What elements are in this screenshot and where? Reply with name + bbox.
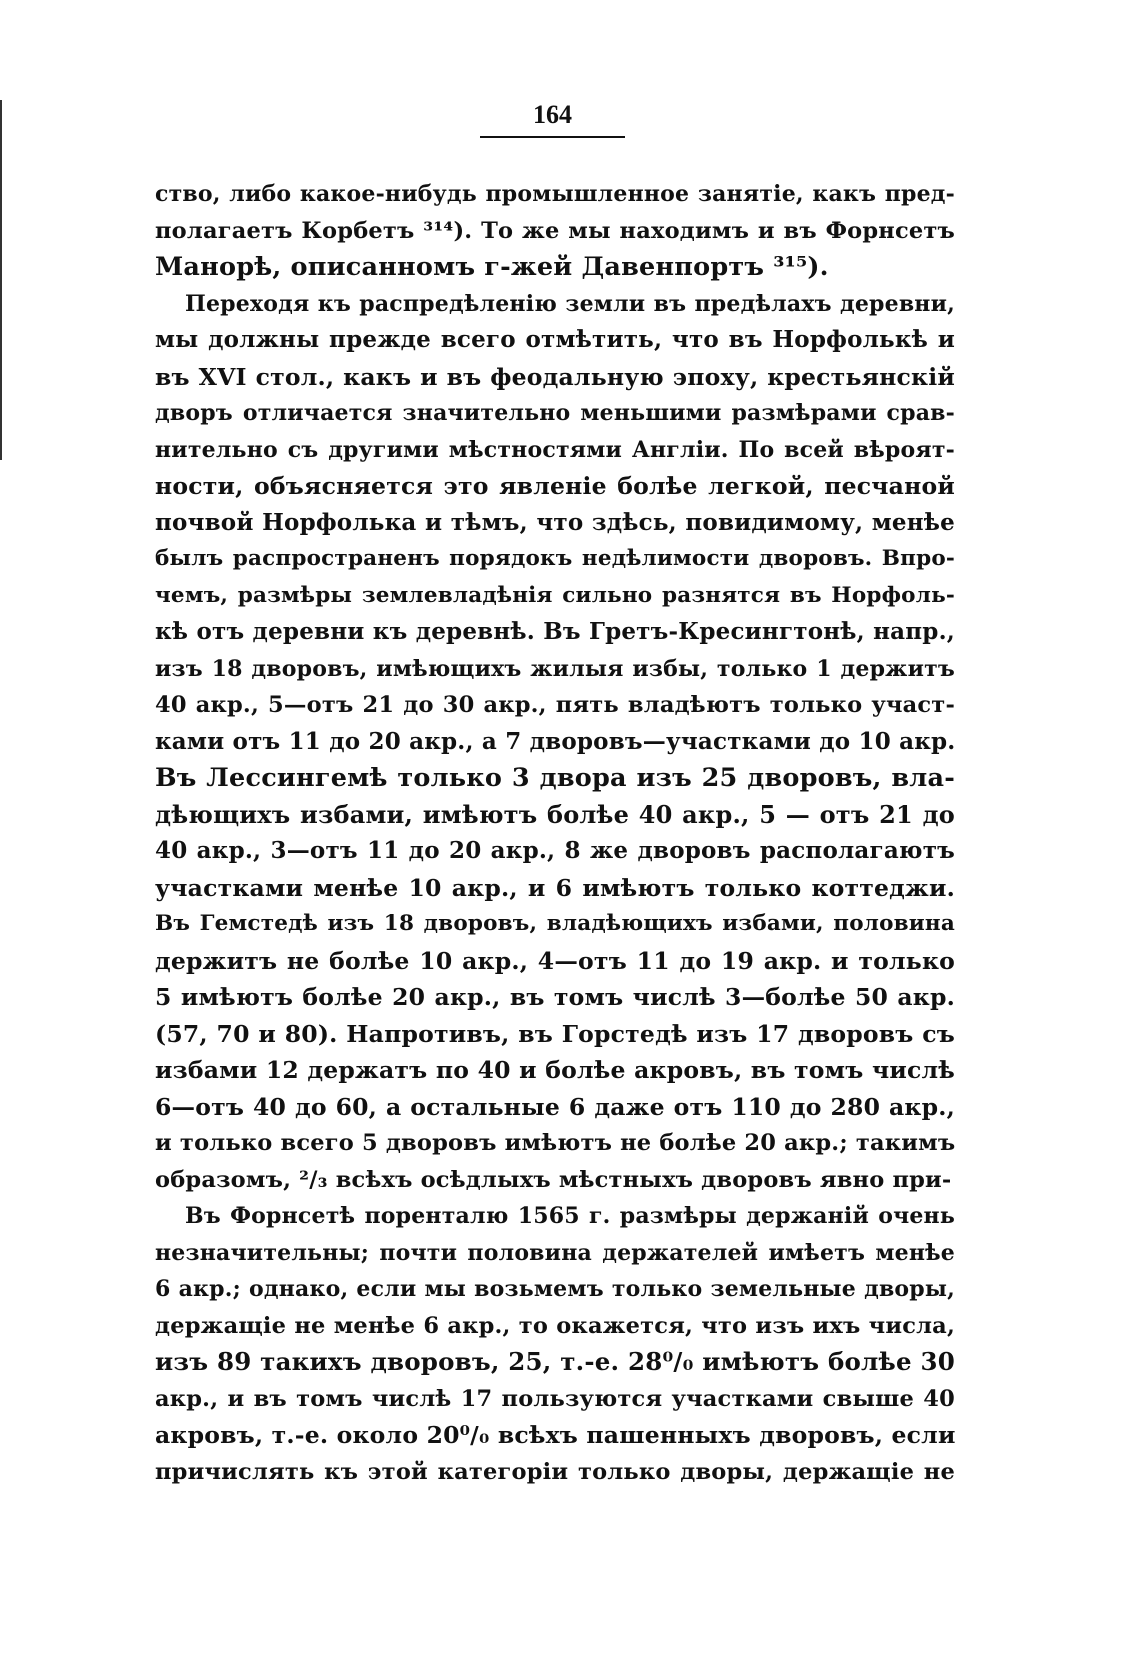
text-line: ности, объясняется это явленіе болѣе легкой, песчаной: [155, 472, 955, 500]
text-line: причислять къ этой категоріи только дворы, держащіе не: [155, 1458, 955, 1485]
text-line: кѣ отъ деревни къ деревнѣ. Въ Гретъ-Кресингтонѣ, напр.,: [155, 618, 955, 645]
paragraph-2: [155, 286, 955, 1199]
text-line: дворъ отличается значительно меньшими размѣрами срав-: [155, 400, 955, 426]
paragraph-3: [155, 1198, 955, 1490]
text-line: незначительны; почти половина держателей имѣетъ менѣе: [155, 1239, 955, 1266]
body-text: [155, 176, 955, 1490]
page-number: 164: [533, 100, 572, 129]
text-line: 40 акр., 3—отъ 11 до 20 акр., 8 же дворовъ располагаютъ: [155, 837, 955, 864]
text-line: Въ Гемстедѣ изъ 18 дворовъ, владѣющихъ избами, половина: [155, 911, 955, 936]
text-line: Въ Лессингемѣ только 3 двора изъ 25 дворовъ, вла-: [155, 763, 955, 793]
text-line: въ XVI стол., какъ и въ феодальную эпоху, крестьянскій: [155, 362, 955, 391]
text-line: почвой Норфолька и тѣмъ, что здѣсь, повидимому, менѣе: [155, 508, 955, 536]
text-line: акр., и въ томъ числѣ 17 пользуются участками свыше 40: [155, 1385, 955, 1412]
text-line: 6—отъ 40 до 60, а остальные 6 даже отъ 110 до 280 акр.,: [155, 1092, 955, 1121]
text-line: ками отъ 11 до 20 акр., а 7 дворовъ—участками до 10 акр.: [155, 727, 956, 755]
text-line: участками менѣе 10 акр., и 6 имѣютъ только коттеджи.: [155, 873, 955, 902]
text-line: Переходя къ распредѣленію земли въ предѣлахъ деревни,: [185, 290, 955, 317]
text-line: дѣющихъ избами, имѣютъ болѣе 40 акр., 5 — отъ 21 до: [155, 799, 955, 829]
text-line: акровъ, т.-е. около 20⁰/₀ всѣхъ пашенныхъ дворовъ, если: [155, 1421, 956, 1449]
text-line: избами 12 держатъ по 40 и болѣе акровъ, въ томъ числѣ: [155, 1056, 955, 1084]
text-line: мы должны прежде всего отмѣтить, что въ Норфолькѣ и: [155, 326, 955, 353]
text-line: полагаетъ Корбетъ ³¹⁴). То же мы находимъ и въ Форнсетъ: [155, 217, 955, 244]
paragraph-1: [155, 176, 955, 286]
text-line: былъ распространенъ порядокъ недѣлимости дворовъ. Впро-: [155, 546, 955, 571]
text-line: держитъ не болѣе 10 акр., 4—отъ 11 до 19 акр. и только: [155, 946, 955, 975]
text-line: держащіе не менѣе 6 акр., то окажется, что изъ ихъ числа,: [155, 1312, 955, 1339]
text-line: 40 акр., 5—отъ 21 до 30 акр., пять владѣютъ только участ-: [155, 692, 955, 718]
text-line: нительно съ другими мѣстностями Англіи. По всей вѣроят-: [155, 436, 955, 463]
page-binding-edge: [0, 100, 2, 460]
text-line: 5 имѣютъ болѣе 20 акр., въ томъ числѣ 3—болѣе 50 акр.: [155, 983, 955, 1011]
text-line: Манорѣ, описанномъ г-жей Давенпортъ ³¹⁵).: [155, 252, 829, 282]
text-line: чемъ, размѣры землевладѣнія сильно разнятся въ Норфоль-: [155, 582, 955, 608]
text-line: Въ Форнсетѣ поренталю 1565 г. размѣры держаній очень: [185, 1203, 955, 1229]
text-line: (57, 70 и 80). Напротивъ, въ Горстедѣ изъ 17 дворовъ съ: [155, 1019, 955, 1048]
text-line: 6 акр.; однако, если мы возьмемъ только земельные дворы,: [155, 1276, 955, 1302]
text-line: образомъ, ²/₃ всѣхъ осѣдлыхъ мѣстныхъ дворовъ явно при-: [155, 1166, 952, 1193]
text-line: изъ 18 дворовъ, имѣющихъ жилыя избы, только 1 держитъ: [155, 655, 955, 682]
text-line: и только всего 5 дворовъ имѣютъ не болѣе 20 акр.; такимъ: [155, 1130, 956, 1156]
text-line: ство, либо какое-нибудь промышленное занятіе, какъ пред-: [155, 181, 955, 207]
text-line: изъ 89 такихъ дворовъ, 25, т.-е. 28⁰/₀ имѣютъ болѣе 30: [155, 1347, 955, 1376]
header-rule: [480, 136, 625, 138]
